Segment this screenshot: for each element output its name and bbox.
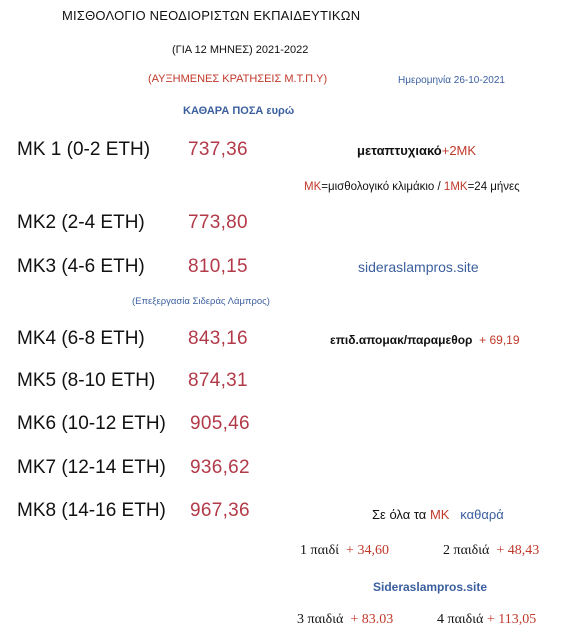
row-value-mk2: 773,80	[188, 212, 248, 233]
site-link-1[interactable]: sideraslampros.site	[358, 259, 479, 275]
row-value-mk5: 874,31	[188, 370, 248, 391]
all-net: καθαρά	[460, 507, 504, 522]
postgrad-label: μεταπτυχιακό	[357, 143, 442, 158]
row-label-mk3: ΜΚ3 (4-6 ΕΤΗ)	[17, 256, 145, 277]
row-label-mk5: ΜΚ5 (8-10 ΕΤΗ)	[17, 370, 156, 391]
all-mk: ΜΚ	[429, 507, 450, 522]
all-mk-net-note	[372, 507, 504, 522]
child3-value: + 83.03	[350, 612, 394, 627]
allowance-value: + 69,19	[479, 333, 520, 347]
row-value-mk8: 967,36	[190, 500, 250, 521]
mk-definition-tail: =24 μήνες	[467, 181, 520, 193]
mk-definition-text: =μισθολογικό κλιμάκιο /	[321, 181, 444, 193]
deductions-label: (ΑΥΞΗΜΕΝΕΣ ΚΡΑΤΗΣΕΙΣ Μ.Τ.Π.Υ)	[148, 73, 328, 85]
row-value-mk7: 936,62	[190, 457, 250, 478]
child3-label: 3 παιδιά	[297, 612, 344, 627]
net-amounts-label: ΚΑΘΑΡΑ ΠΟΣΑ ευρώ	[183, 105, 295, 117]
child2-value: + 48,43	[496, 543, 540, 558]
row-value-mk4: 843,16	[188, 328, 248, 349]
all-prefix: Σε όλα τα	[372, 507, 430, 522]
allowance-note	[330, 333, 520, 347]
child2-label: 2 παιδιά	[443, 543, 490, 558]
row-value-mk3: 810,15	[188, 256, 248, 277]
row-label-mk6: ΜΚ6 (10-12 ΕΤΗ)	[17, 413, 166, 434]
child4-value: + 113,05	[486, 612, 537, 627]
mk-prefix: ΜΚ	[304, 181, 322, 193]
child4-label: 4 παιδιά	[437, 612, 484, 627]
period-label: (ΓΙΑ 12 ΜΗΝΕΣ) 2021-2022	[172, 44, 309, 56]
child1-label: 1 παιδί	[300, 543, 340, 558]
mk-definition	[304, 181, 520, 193]
row-label-mk7: ΜΚ7 (12-14 ΕΤΗ)	[17, 457, 166, 478]
row-label-mk2: ΜΚ2 (2-4 ΕΤΗ)	[17, 212, 145, 233]
date-label: Ημερομηνία 26-10-2021	[398, 75, 505, 86]
row-value-mk6: 905,46	[190, 413, 250, 434]
site-link-2[interactable]: Sideraslampros.site	[373, 580, 488, 594]
row-value-mk1: 737,36	[188, 139, 248, 160]
row-label-mk4: ΜΚ4 (6-8 ΕΤΗ)	[17, 328, 145, 349]
child1-note	[300, 543, 389, 559]
page-title: ΜΙΣΘΟΛΟΓΙΟ ΝΕΟΔΙΟΡΙΣΤΩΝ ΕΚΠΑΙΔΕΥΤΙΚΩΝ	[62, 8, 361, 23]
postgrad-value: +2ΜΚ	[441, 143, 477, 158]
child4-note	[437, 612, 536, 628]
processing-credit: (Επεξεργασία Σιδεράς Λάμπρος)	[132, 296, 270, 307]
child3-note	[297, 612, 393, 628]
allowance-label: επιδ.απομακ/παραμεθορ	[330, 333, 473, 347]
child2-note	[443, 543, 539, 559]
row-label-mk1: ΜΚ 1 (0-2 ΕΤΗ)	[17, 139, 151, 160]
child1-value: + 34,60	[346, 543, 389, 558]
mk-one: 1ΜΚ	[443, 181, 468, 193]
postgrad-note	[357, 143, 476, 158]
row-label-mk8: ΜΚ8 (14-16 ΕΤΗ)	[17, 500, 166, 521]
